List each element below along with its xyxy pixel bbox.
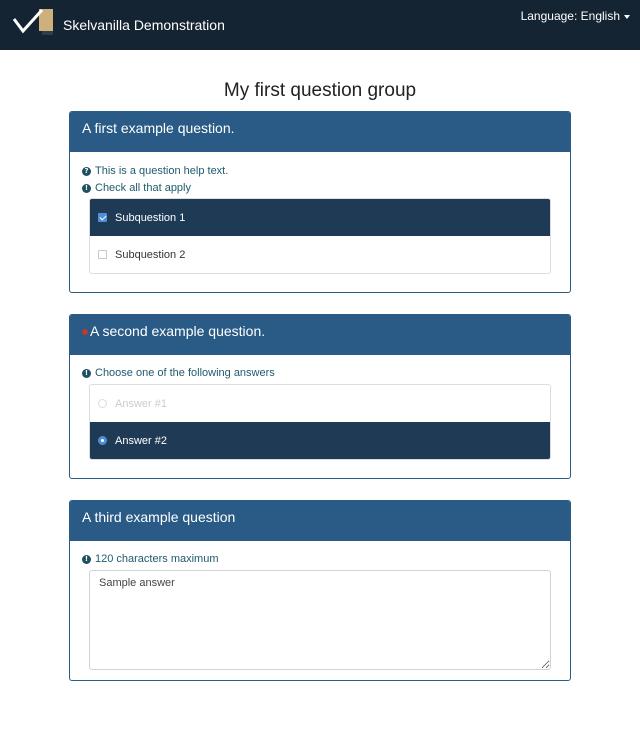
question-1-header — [70, 112, 570, 152]
mandatory-asterisk-icon — [82, 329, 88, 335]
checkbox-unchecked-icon[interactable] — [98, 250, 107, 259]
question-2-title: A second example question. — [90, 323, 266, 339]
question-3-title: A third example question — [82, 509, 236, 525]
question-1 — [69, 111, 571, 293]
group-title: My first question group — [223, 80, 417, 101]
question-3-header — [70, 501, 570, 541]
subquestion-list — [89, 198, 551, 274]
question-2 — [69, 314, 571, 479]
language-dropdown[interactable] — [521, 9, 630, 23]
exclamation-circle-icon: ! — [82, 555, 91, 564]
question-help — [82, 165, 228, 177]
radio-selected-icon[interactable] — [98, 436, 107, 445]
navbar — [0, 0, 640, 50]
question-1-title: A first example question. — [82, 120, 235, 136]
question-tip-text: Choose one of the following answers — [95, 367, 275, 379]
question-tip — [82, 367, 275, 379]
answer-2-label: Answer #2 — [115, 434, 167, 447]
question-tip — [82, 553, 219, 565]
exclamation-circle-icon: ! — [82, 184, 91, 193]
answer-1-label: Answer #1 — [115, 397, 167, 410]
question-2-header — [70, 315, 570, 355]
answer-list — [89, 384, 551, 460]
answer-2-row[interactable] — [90, 422, 550, 459]
language-label: Language: English — [520, 9, 620, 23]
question-tip — [82, 182, 191, 194]
answer-1-row[interactable] — [90, 385, 550, 422]
subquestion-2-label: Subquestion 2 — [115, 248, 186, 261]
subquestion-1-label: Subquestion 1 — [115, 211, 186, 224]
subquestion-2-row[interactable] — [90, 236, 550, 273]
logo-icon — [12, 7, 56, 37]
question-3 — [69, 500, 571, 681]
caret-down-icon — [624, 15, 630, 19]
exclamation-circle-icon: ! — [82, 369, 91, 378]
question-circle-icon: ? — [82, 167, 91, 176]
question-help-text: This is a question help text. — [95, 165, 229, 177]
answer-textarea[interactable] — [89, 570, 551, 670]
question-tip-text: Check all that apply — [95, 182, 191, 194]
checkbox-checked-icon[interactable] — [98, 213, 107, 222]
radio-unselected-icon[interactable] — [98, 399, 107, 408]
brand-title[interactable]: Skelvanilla Demonstration — [63, 17, 225, 33]
subquestion-1-row[interactable] — [90, 199, 550, 236]
question-tip-text: 120 characters maximum — [95, 553, 219, 565]
